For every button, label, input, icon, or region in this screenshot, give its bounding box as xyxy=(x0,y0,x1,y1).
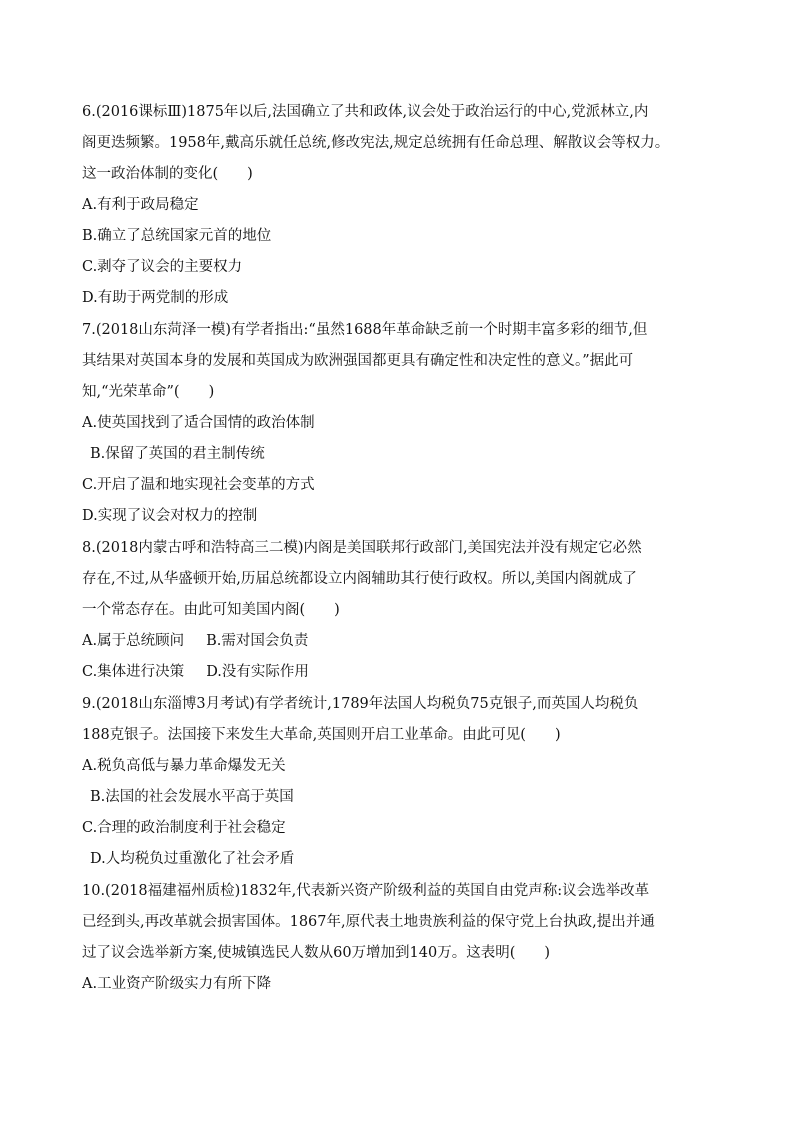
question-8-option-b: B.需对国会负责 xyxy=(206,633,309,649)
question-6-line-1: 6.(2016课标Ⅲ)1875年以后,法国确立了共和政体,议会处于政治运行的中心,党派林立,内 xyxy=(82,104,649,120)
question-8-option-a: A.属于总统顾问 xyxy=(82,633,185,649)
question-9-line-1: 9.(2018山东淄博3月考试)有学者统计,1789年法国人均税负75克银子,而英国人均税负 xyxy=(82,696,639,712)
question-6-option-d: D.有助于两党制的形成 xyxy=(82,290,229,306)
question-7-option-b: B.保留了英国的君主制传统 xyxy=(90,446,265,462)
question-8-options-row-2 xyxy=(82,662,722,682)
question-9-option-b: B.法国的社会发展水平高于英国 xyxy=(90,789,294,805)
question-7-option-d: D.实现了议会对权力的控制 xyxy=(82,508,258,524)
question-8-option-c: C.集体进行决策 xyxy=(82,664,185,680)
question-8-options-row-1 xyxy=(82,631,722,651)
question-9-option-a: A.税负高低与暴力革命爆发无关 xyxy=(82,758,286,774)
question-8-line-2: 存在,不过,从华盛顿开始,历届总统都设立内阁辅助其行使行政权。所以,美国内阁就成了 xyxy=(82,571,637,587)
question-7-option-a: A.使英国找到了适合国情的政治体制 xyxy=(82,415,315,431)
question-6-line-3: 这一政治体制的变化( ) xyxy=(82,166,253,182)
question-9-line-2: 188克银子。法国接下来发生大革命,英国则开启工业革命。由此可见( ) xyxy=(82,727,561,743)
question-10-line-2: 已经到头,再改革就会损害国体。1867年,原代表土地贵族利益的保守党上台执政,提出并通 xyxy=(82,914,655,930)
question-7-line-1: 7.(2018山东菏泽一模)有学者指出:“虽然1688年革命缺乏前一个时期丰富多彩的细节,但 xyxy=(82,322,648,338)
question-8-line-1: 8.(2018内蒙古呼和浩特高三二模)内阁是美国联邦行政部门,美国宪法并没有规定它必然 xyxy=(82,540,642,556)
question-7-option-c: C.开启了温和地实现社会变革的方式 xyxy=(82,477,315,493)
question-9-option-c: C.合理的政治制度利于社会稳定 xyxy=(82,820,286,836)
question-10-line-3: 过了议会选举新方案,使城镇选民人数从60万增加到140万。这表明( ) xyxy=(82,945,551,961)
question-8-line-3: 一个常态存在。由此可知美国内阁( ) xyxy=(82,602,340,618)
question-7-line-3: 知,“光荣革命”( ) xyxy=(82,384,215,400)
question-8-option-d: D.没有实际作用 xyxy=(206,664,309,680)
question-10-line-1: 10.(2018福建福州质检)1832年,代表新兴资产阶级利益的英国自由党声称:议会选举改革 xyxy=(82,883,650,899)
question-6-option-c: C.剥夺了议会的主要权力 xyxy=(82,259,243,275)
question-10-option-a: A.工业资产阶级实力有所下降 xyxy=(82,976,272,992)
question-6-option-a: A.有利于政局稳定 xyxy=(82,197,199,213)
question-9-option-d: D.人均税负过重激化了社会矛盾 xyxy=(90,851,295,867)
question-7-line-2: 其结果对英国本身的发展和英国成为欧洲强国都更具有确定性和决定性的意义。”据此可 xyxy=(82,353,634,369)
question-6-option-b: B.确立了总统国家元首的地位 xyxy=(82,228,272,244)
question-6-line-2: 阁更迭频繁。1958年,戴高乐就任总统,修改宪法,规定总统拥有任命总理、解散议会等权力。 xyxy=(82,135,670,151)
